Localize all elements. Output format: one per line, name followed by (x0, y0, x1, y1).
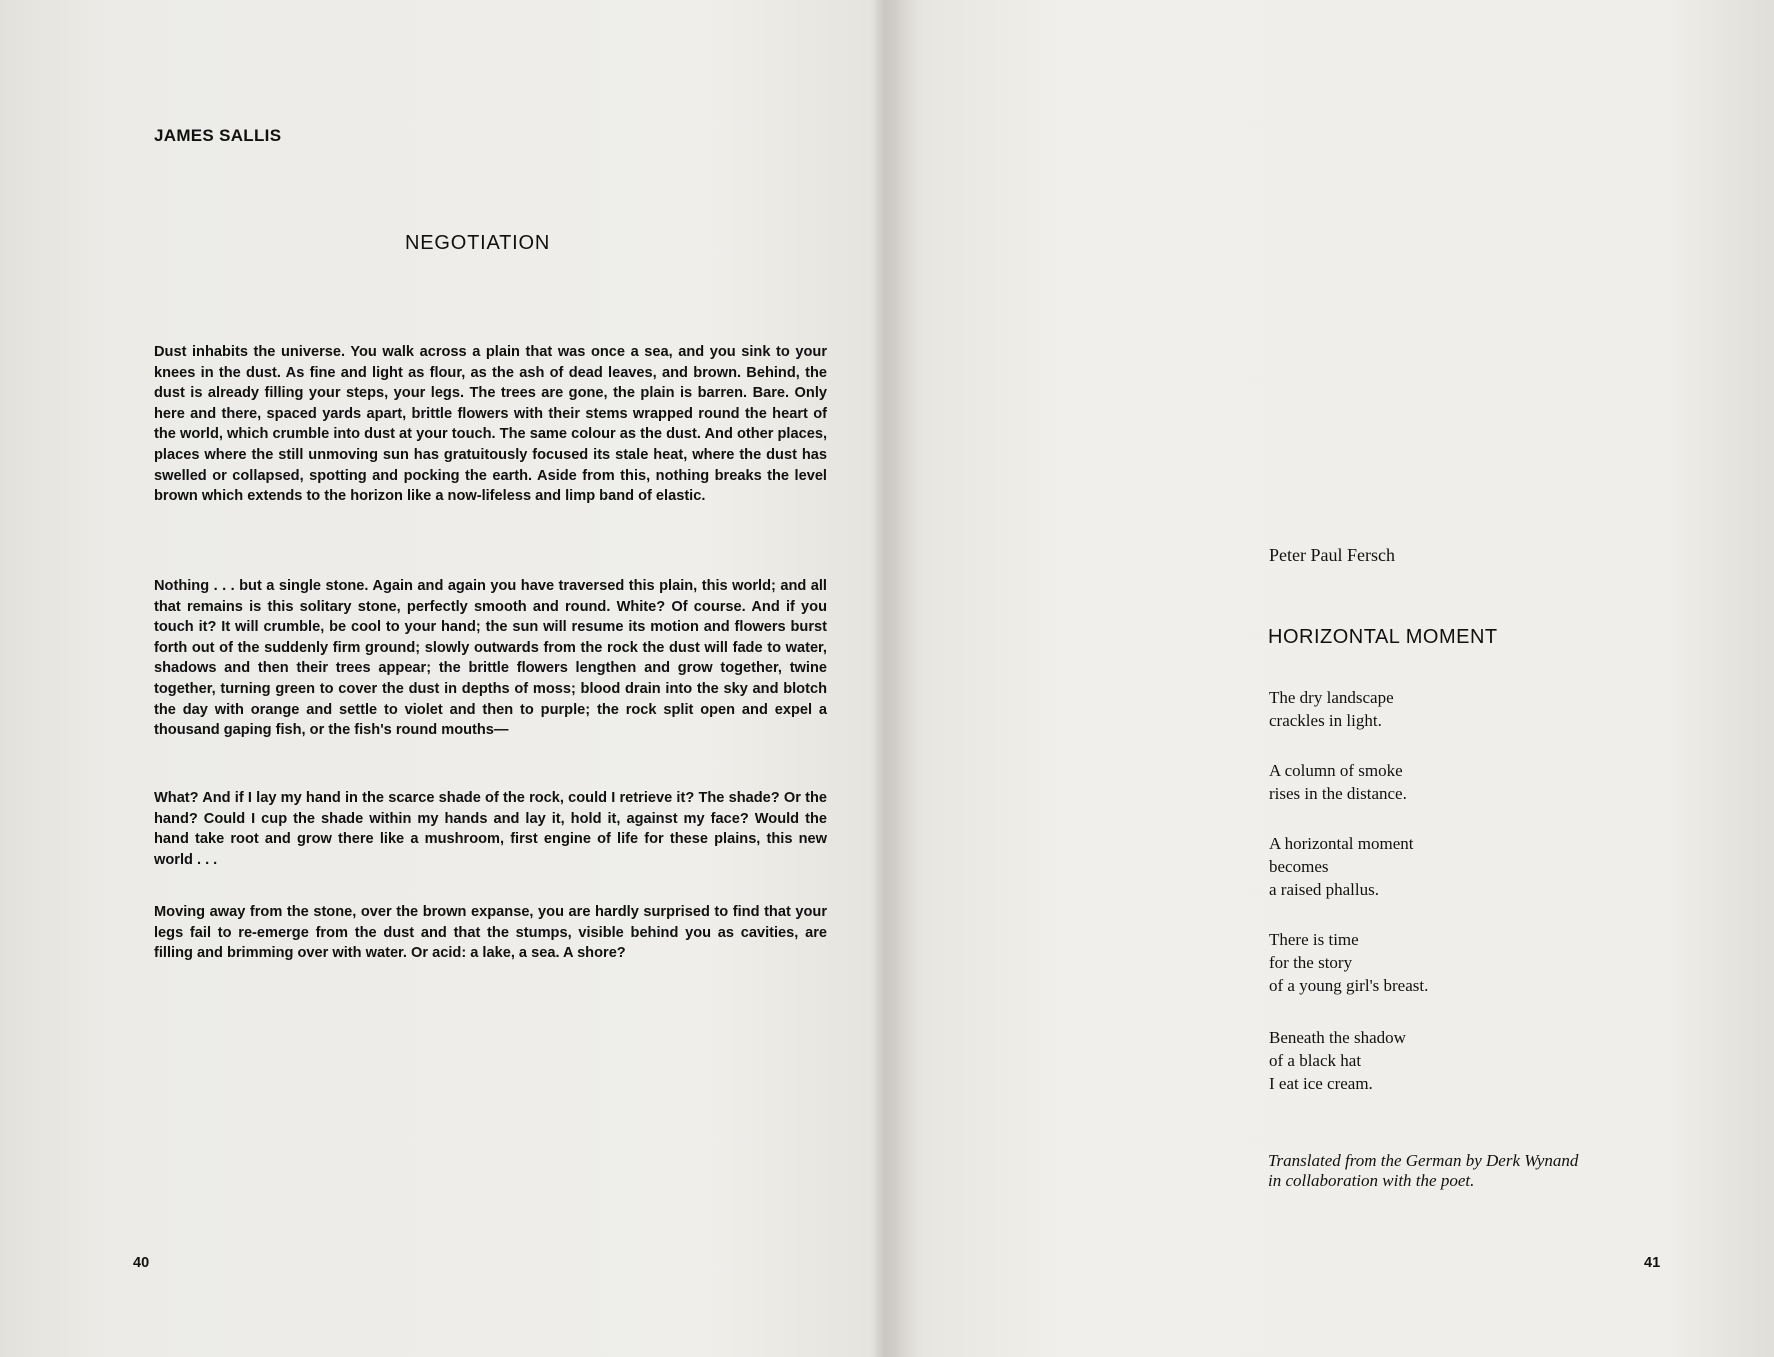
poem-line: A horizontal moment (1269, 834, 1414, 853)
poem-line: A column of smoke (1269, 761, 1403, 780)
poem-stanza (1269, 832, 1413, 901)
paragraph: Dust inhabits the universe. You walk across a plain that was once a sea, and you sink to your knees in the dust. As fine and light as flour, as the ash of dead leaves, and brown. Behind, the dust is already filling your steps, your legs. The trees are gone, the plain is barren. Bare. Only here and there, spaced yards apart, brittle flowers with their stems wrapped round the heart of the world, which crumble into dust at your touch. The same colour as the dust. And other places, places where the still unmoving sun has gratuitously focused its stale heat, where the dust has swelled or collapsed, spotting and pocking the earth. Aside from this, nothing breaks the level brown which extends to the horizon like a now-lifeless and limp band of elastic. (154, 344, 827, 505)
poem-line: of a black hat (1269, 1051, 1362, 1070)
poem-line: The dry landscape (1269, 688, 1394, 707)
poem-author: Peter Paul Fersch (1269, 545, 1395, 565)
poem-line: crackles in light. (1269, 711, 1382, 730)
right-page (890, 0, 1774, 1357)
page-title: NEGOTIATION (405, 232, 551, 254)
poem-line: I eat ice cream. (1269, 1074, 1373, 1093)
paragraph: What? And if I lay my hand in the scarce shade of the rock, could I retrieve it? The shade? Or the hand? Could I cup the shade within my hands and lay it, hold it, against my face? Would the hand take root and grow there like a mushroom, first engine of life for these plains, this new world . . . (154, 790, 827, 868)
poem-stanza (1269, 759, 1407, 805)
page-number: 41 (1644, 1255, 1661, 1271)
poem-line: There is time (1269, 930, 1359, 949)
translation-line: in collaboration with the poet. (1268, 1171, 1475, 1190)
poem-title: HORIZONTAL MOMENT (1268, 626, 1498, 648)
paragraph: Moving away from the stone, over the brown expanse, you are hardly surprised to find that your legs fail to re-emerge from the dust and that the stumps, visible behind you as cavities, are filling and brimming over with water. Or acid: a lake, a sea. A shore? (154, 904, 827, 962)
poem-line: becomes (1269, 857, 1329, 876)
poem-line: for the story (1269, 953, 1353, 972)
paragraph: Nothing . . . but a single stone. Again and again you have traversed this plain, this world; and all that remains is this solitary stone, perfectly smooth and round. White? Of course. And if you touch it? It will crumble, be cool to your hand; the sun will resume its motion and flowers burst forth out of the suddenly firm ground; slowly outwards from the rock the dust will fade to water, shadows and then their trees appear; the brittle flowers lengthen and grow together, twine together, turning green to cover the dust in depths of moss; blood drain into the sky and blotch the day with orange and settle to violet and then to purple; the rock split open and expel a thousand gaping fish, or the fish's round mouths— (154, 578, 827, 739)
poem-stanza (1269, 928, 1428, 997)
poem-line: a raised phallus. (1269, 880, 1379, 899)
translation-line: Translated from the German by Derk Wynand (1268, 1151, 1579, 1170)
left-page (0, 0, 880, 1357)
page-author: JAMES SALLIS (154, 126, 282, 145)
poem-line: Beneath the shadow (1269, 1028, 1406, 1047)
page-number: 40 (133, 1255, 150, 1271)
translation-credit (1268, 1151, 1578, 1191)
poem-stanza (1269, 1026, 1406, 1095)
poem-line: rises in the distance. (1269, 784, 1407, 803)
poem-stanza (1269, 686, 1394, 732)
poem-line: of a young girl's breast. (1269, 976, 1429, 995)
